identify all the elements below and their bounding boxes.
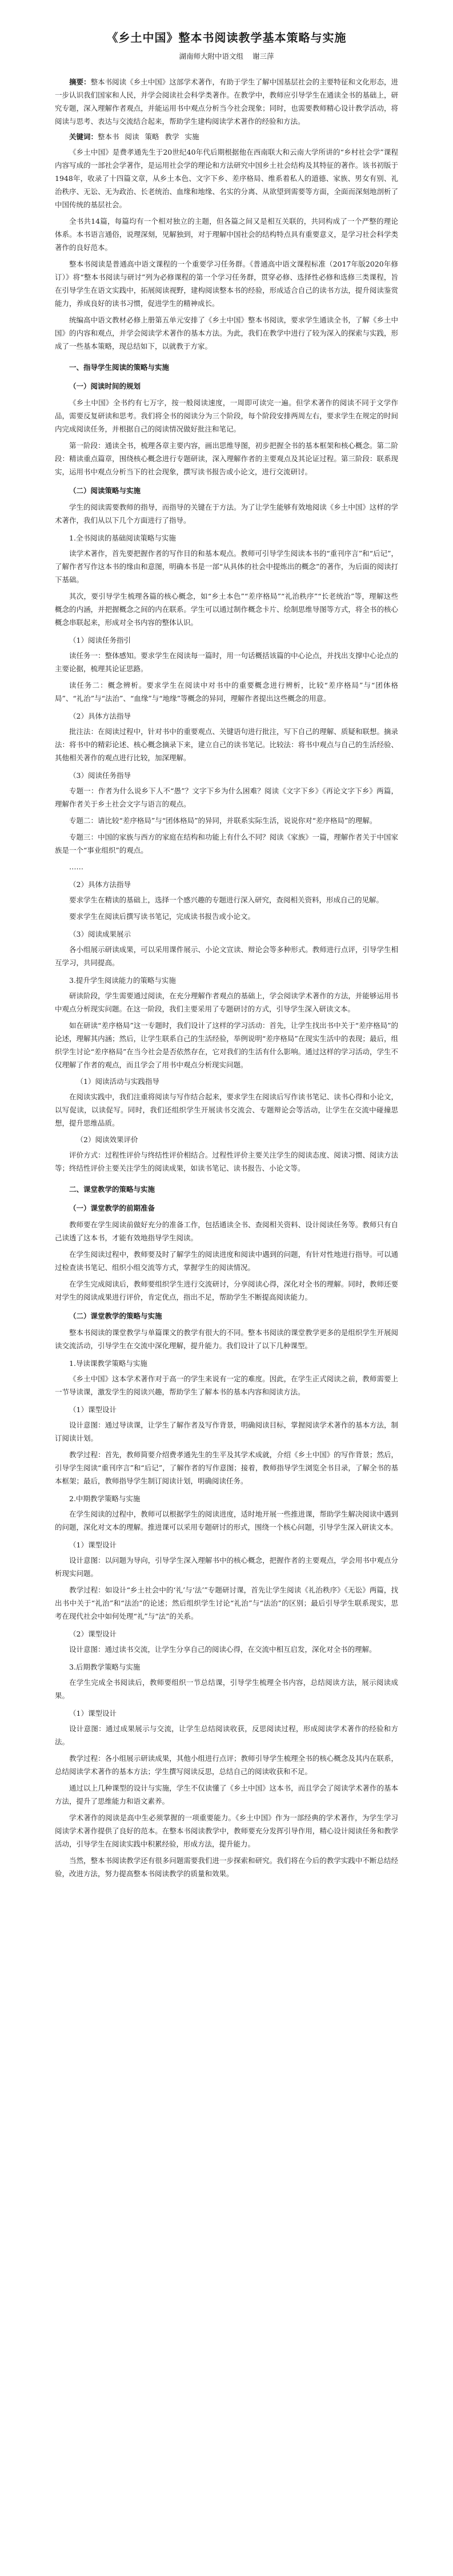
body-paragraph: 在学生阅读过程中，教师要及时了解学生的阅读进度和阅读中遇到的问题，有针对性地进行指导。可以通过检查读书笔记、组织小组交流等方式，掌握学生的阅读情况。: [55, 1250, 398, 1272]
body-paragraph: 《乡土中国》全书约有七万字，按一般阅读速度，一周即可读完一遍。但学术著作的阅读不同于文学作品，需要反复研读和思考。我们将全书的阅读分为三个阶段，每个阶段安排两周左右，要求学生在规定的时间内完成阅读任务，并根据自己的阅读情况做好批注和笔记。: [55, 398, 398, 433]
body-paragraph: 教师要在学生阅读前做好充分的准备工作，包括通读全书、查阅相关资料、设计阅读任务等。教师只有自己读透了这本书，才能有效地指导学生阅读。: [55, 1220, 398, 1242]
item-heading: （1）阅读活动与实践指导: [76, 1077, 159, 1086]
item-heading: （1）课型设计: [69, 1541, 117, 1549]
document-title: 《乡土中国》整本书阅读教学基本策略与实施: [106, 31, 347, 45]
item-heading: 3.提升学生阅读能力的策略与实施: [69, 976, 176, 985]
item-heading: （3）阅读任务指导: [69, 771, 131, 780]
body-paragraph: 各小组展示研读成果，可以采用课件展示、小论文宣读、辩论会等多种形式。教师进行点评，引导学生相互学习，共同提高。: [55, 945, 398, 967]
body-paragraph: 设计意图：通过成果展示与交流，让学生总结阅读收获，反思阅读过程，形成阅读学术著作的经验和方法。: [55, 1724, 398, 1746]
item-heading: （1）课型设计: [69, 1405, 117, 1414]
keyword: 阅读: [125, 132, 139, 141]
body-paragraph: 学生的阅读需要教师的指导，而指导的关键在于方法。为了让学生能够有效地阅读《乡土中国》这样的学术著作，我们从以下几个方面进行了指导。: [55, 503, 398, 525]
body-paragraph: 教学过程：各小组展示研读成果，其他小组进行点评；教师引导学生梳理全书的核心概念及其内在联系，总结阅读学术著作的基本方法；学生撰写阅读反思，总结自己的阅读收获和不足。: [55, 1754, 398, 1776]
body-paragraph: 读任务一：整体感知。要求学生在阅读每一篇时，用一句话概括该篇的中心论点，并找出支撑中心论点的主要论据，梳理其论证思路。: [55, 651, 398, 673]
body-paragraph: 设计意图：以问题为导向，引导学生深入理解书中的核心概念，把握作者的主要观点，学会用书中观点分析现实问题。: [55, 1556, 398, 1578]
body-paragraph: 如在研读“差序格局”这一专题时，我们设计了这样的学习活动：首先，让学生找出书中关于“差序格局”的论述，理解其内涵；然后，让学生联系自己的生活经验，举例说明“差序格局”在现实生活中的表现；最后，组织学生讨论“差序格局”在当今社会是否依然存在，它对我们的生活有什么影响。通过这样的学习活动，学生不仅理解了作者的观点，而且学会了用书中观点分析现实问题。: [55, 1021, 398, 1069]
author-org: 湖南师大附中语文组: [179, 52, 243, 61]
body-paragraph: 设计意图：通过读书交流，让学生分享自己的阅读心得，在交流中相互启发，深化对全书的理解。: [69, 1645, 376, 1654]
body-paragraph: 第一阶段：通读全书，梳理各章主要内容，画出思维导图，初步把握全书的基本框架和核心概念。第二阶段：精读重点篇章，围绕核心概念进行专题研读，深入理解作者的主要观点及其论证过程。第三阶段：联系现实，运用书中观点分析当下的社会现象，撰写读书报告或小论文，进行交流研讨。: [55, 441, 398, 476]
item-heading: （2）具体方法指导: [69, 880, 131, 889]
body-paragraph: 设计意图：通过导读课，让学生了解作者及写作背景，明确阅读目标，掌握阅读学术著作的基本方法，制订阅读计划。: [55, 1421, 398, 1442]
subsection-heading: （二）课堂教学的策略与实施: [69, 1312, 162, 1320]
intro-paragraph: 全书共14篇，每篇均有一个相对独立的主题，但各篇之间又是相互关联的，共同构成了一个严整的理论体系。本书语言通俗，说理深刻，见解独到，对于理解中国社会的结构特点具有重要意义，是学习社会科学类著作的良好范本。: [55, 217, 398, 252]
body-paragraph: 要求学生在精读的基础上，选择一个感兴趣的专题进行深入研究，查阅相关资料，形成自己的见解。: [69, 896, 384, 904]
section-heading: 二、课堂教学的策略与实施: [69, 1185, 155, 1194]
conclusion-paragraph: 学术著作的阅读是高中生必须掌握的一项重要能力。《乡土中国》作为一部经典的学术著作，为学生学习阅读学术著作提供了良好的范本。在整本书阅读教学中，教师要充分发挥引导作用，精心设计阅读任务和教学活动，引导学生在阅读实践中积累经验，形成方法，提升能力。: [55, 1813, 398, 1848]
keyword: 教学: [165, 132, 179, 141]
body-paragraph: ……: [69, 862, 83, 871]
body-paragraph: 教学过程：如设计“乡土社会中的‘礼’与‘法’”专题研讨课，首先让学生阅读《礼治秩序》《无讼》两篇，找出书中关于“礼治”和“法治”的论述；然后组织学生讨论“礼治”与“法治”的区别；最后引导学生联系现实，思考在现代社会中如何处理“礼”与“法”的关系。: [55, 1586, 398, 1620]
item-heading: （2）具体方法指导: [69, 712, 131, 720]
body-paragraph: 专题二：请比较“差序格局”与“团体格局”的异同，并联系实际生活，说说你对“差序格局”的理解。: [69, 816, 377, 825]
subsection-heading: （二）阅读策略与实施: [69, 486, 141, 495]
body-paragraph: 读学术著作，首先要把握作者的写作目的和基本观点。教师可引导学生阅读本书的“重刊序言”和“后记”，了解作者写作这本书的缘由和意图，明确本书是一部“从具体的社会中提炼出的概念”的著作，为后面的阅读打下基础。: [55, 549, 398, 584]
conclusion-paragraph: 当然，整本书阅读教学还有很多问题需要我们进一步探索和研究。我们将在今后的教学实践中不断总结经验，改进方法，努力提高整本书阅读教学的质量和效果。: [55, 1856, 398, 1878]
intro-paragraph: 《乡土中国》是费孝通先生于20世纪40年代后期根据他在西南联大和云南大学所讲的“乡村社会学”课程内容写成的一部社会学著作，是运用社会学的理论和方法研究中国乡土社会结构及其特征的著作。该书初版于1948年，收录了十四篇文章，从乡土本色、文字下乡、差序格局、维系着私人的道德、家族、男女有别、礼治秩序、无讼、无为政治、长老统治、血缘和地缘、名实的分离、从欲望到需要等方面，全面而深刻地剖析了中国传统的基层社会。: [55, 148, 398, 209]
body-paragraph: 通过以上几种课型的设计与实施，学生不仅读懂了《乡土中国》这本书，而且学会了阅读学术著作的基本方法，提升了思维能力和语文素养。: [55, 1784, 398, 1805]
item-heading: （1）阅读任务指引: [69, 636, 131, 644]
keywords-label: 关键词：: [69, 132, 98, 141]
intro-paragraph: 整本书阅读是普通高中语文课程的一个重要学习任务群。《普通高中语文课程标准（2017年版2020年修订）》将“整本书阅读与研讨”列为必修课程的第一个学习任务群，贯穿必修、选择性必修和选修三类课程，旨在引导学生在语文实践中，拓展阅读视野，建构阅读整本书的经验，形成适合自己的读书方法，提升阅读鉴赏能力，养成良好的读书习惯，促进学生的精神成长。: [55, 260, 398, 308]
body-paragraph: 其次，要引导学生梳理各篇的核心概念，如“乡土本色”“差序格局”“礼治秩序”“长老统治”等，理解这些概念的内涵，并把握概念之间的内在联系。学生可以通过制作概念卡片、绘制思维导图等方式，将全书的核心概念串联起来，形成对全书内容的整体认识。: [55, 592, 398, 627]
item-heading: （3）阅读成果展示: [69, 930, 131, 938]
body-paragraph: 在学生阅读的过程中，教师可以根据学生的阅读进度，适时地开展一些推进课，帮助学生解决阅读中遇到的问题，深化对文本的理解。推进课可以采用专题研讨的形式，围绕一个核心问题，引导学生深入研读文本。: [55, 1510, 398, 1531]
subsection-heading: （一）课堂教学的前期准备: [69, 1204, 155, 1212]
abstract: [55, 75, 398, 128]
body-paragraph: 专题三：中国的家族与西方的家庭在结构和功能上有什么不同？阅读《家族》一篇，理解作者关于中国家族是一个“事业组织”的观点。: [55, 833, 398, 854]
body-paragraph: 研读阶段，学生需要通过阅读，在充分理解作者观点的基础上，学会阅读学术著作的方法，并能够运用书中观点分析现实问题。在这一阶段，我们主要采用了专题研讨的方式，引导学生深入研读文本。: [55, 991, 398, 1013]
abstract-text: 整本书阅读《乡土中国》这部学术著作，有助于学生了解中国基层社会的主要特征和文化形态，进一步认识我们国家和人民，并学会阅读社会科学类著作。在教学中，教师应引导学生在通读全书的基础上，研究专题，深入理解作者观点，并能运用书中观点分析当今社会现象；同时，也需要教师精心设计教学活动，将阅读与思考、表达与交流结合起来，帮助学生建构阅读学术著作的经验和方法。: [55, 78, 398, 126]
abstract-label: 摘要：: [69, 78, 91, 86]
document-body: [55, 146, 398, 1880]
body-paragraph: 在学生完成全书阅读后，教师要组织一节总结课，引导学生梳理全书内容，总结阅读方法，展示阅读成果。: [55, 1678, 398, 1700]
item-heading: 1.全书阅读的基础阅读策略与实施: [69, 534, 176, 542]
body-paragraph: 专题一：作者为什么说乡下人不“愚”？文字下乡为什么困难？阅读《文字下乡》《再论文字下乡》两篇，理解作者关于乡土社会文字与语言的观点。: [55, 787, 398, 808]
body-paragraph: 在阅读实践中，我们注重将阅读与写作结合起来，要求学生在阅读后写作读书笔记、读书心得和小论文，以写促读，以读促写。同时，我们还组织学生开展读书交流会、专题辩论会等活动，让学生在交流中碰撞思想，提升思维品质。: [55, 1093, 398, 1127]
keyword: 策略: [145, 132, 159, 141]
item-heading: （2）阅读效果评价: [76, 1135, 138, 1144]
section-heading: 一、指导学生阅读的策略与实施: [69, 363, 170, 372]
item-heading: 3.后期教学策略与实施: [69, 1663, 141, 1671]
keywords: [55, 130, 398, 143]
body-paragraph: 教学过程：首先，教师简要介绍费孝通先生的生平及其学术成就，介绍《乡土中国》的写作背景；然后，引导学生阅读“重刊序言”和“后记”，了解作者的写作意图；接着，教师指导学生浏览全书目录，了解全书的基本框架；最后，教师指导学生制订阅读计划，明确阅读任务。: [55, 1450, 398, 1485]
item-heading: （1）课型设计: [69, 1709, 117, 1718]
item-heading: 1.导读课教学策略与实施: [69, 1359, 147, 1368]
body-paragraph: 批注法：在阅读过程中，针对书中的重要观点、关键语句进行批注，写下自己的理解、质疑和联想。摘录法：将书中的精彩论述、核心概念摘录下来，建立自己的读书笔记。比较法：将书中观点与自己的生活经验、其他相关著作的观点进行比较，加深理解。: [55, 727, 398, 762]
author-line: [55, 50, 398, 63]
author-name: 谢三萍: [252, 52, 274, 61]
item-heading: （2）课型设计: [69, 1630, 117, 1638]
body-paragraph: 读任务二：概念辨析。要求学生在阅读中对书中的重要概念进行辨析，比较“差序格局”与“团体格局”、“礼治”与“法治”、“血缘”与“地缘”等概念的异同，理解作者提出这些概念的用意。: [55, 681, 398, 703]
intro-paragraph: 统编高中语文教材必修上册第五单元安排了《乡土中国》整本书阅读，要求学生通读全书，了解《乡土中国》的内容和观点，并学会阅读学术著作的基本方法。为此，我们在教学中进行了较为深入的探索与实践，形成了一些基本策略，现总结如下，以就教于方家。: [55, 316, 398, 350]
item-heading: 2.中期教学策略与实施: [69, 1494, 141, 1503]
body-paragraph: 《乡土中国》这本学术著作对于高一的学生来说有一定的难度。因此，在学生正式阅读之前，教师需要上一节导读课，激发学生的阅读兴趣，帮助学生了解本书的基本内容和阅读方法。: [55, 1374, 398, 1396]
body-paragraph: 要求学生在阅读后撰写读书笔记，完成读书报告或小论文。: [69, 912, 255, 921]
keyword: 实施: [185, 132, 199, 141]
keyword: 整本书: [98, 132, 119, 141]
subsection-heading: （一）阅读时间的规划: [69, 382, 141, 390]
body-paragraph: 在学生完成阅读后，教师要组织学生进行交流研讨，分享阅读心得，深化对全书的理解。同时，教师还要对学生的阅读成果进行评价，肯定优点，指出不足，帮助学生不断提高阅读能力。: [55, 1280, 398, 1301]
body-paragraph: 评价方式：过程性评价与终结性评价相结合。过程性评价主要关注学生的阅读态度、阅读习惯、阅读方法等；终结性评价主要关注学生的阅读成果，如读书笔记、读书报告、小论文等。: [55, 1151, 398, 1172]
body-paragraph: 整本书阅读的课堂教学与单篇课文的教学有很大的不同。整本书阅读的课堂教学更多的是组织学生开展阅读交流活动，引导学生在交流中深化理解，提升能力。我们设计了以下几种课型。: [55, 1328, 398, 1350]
